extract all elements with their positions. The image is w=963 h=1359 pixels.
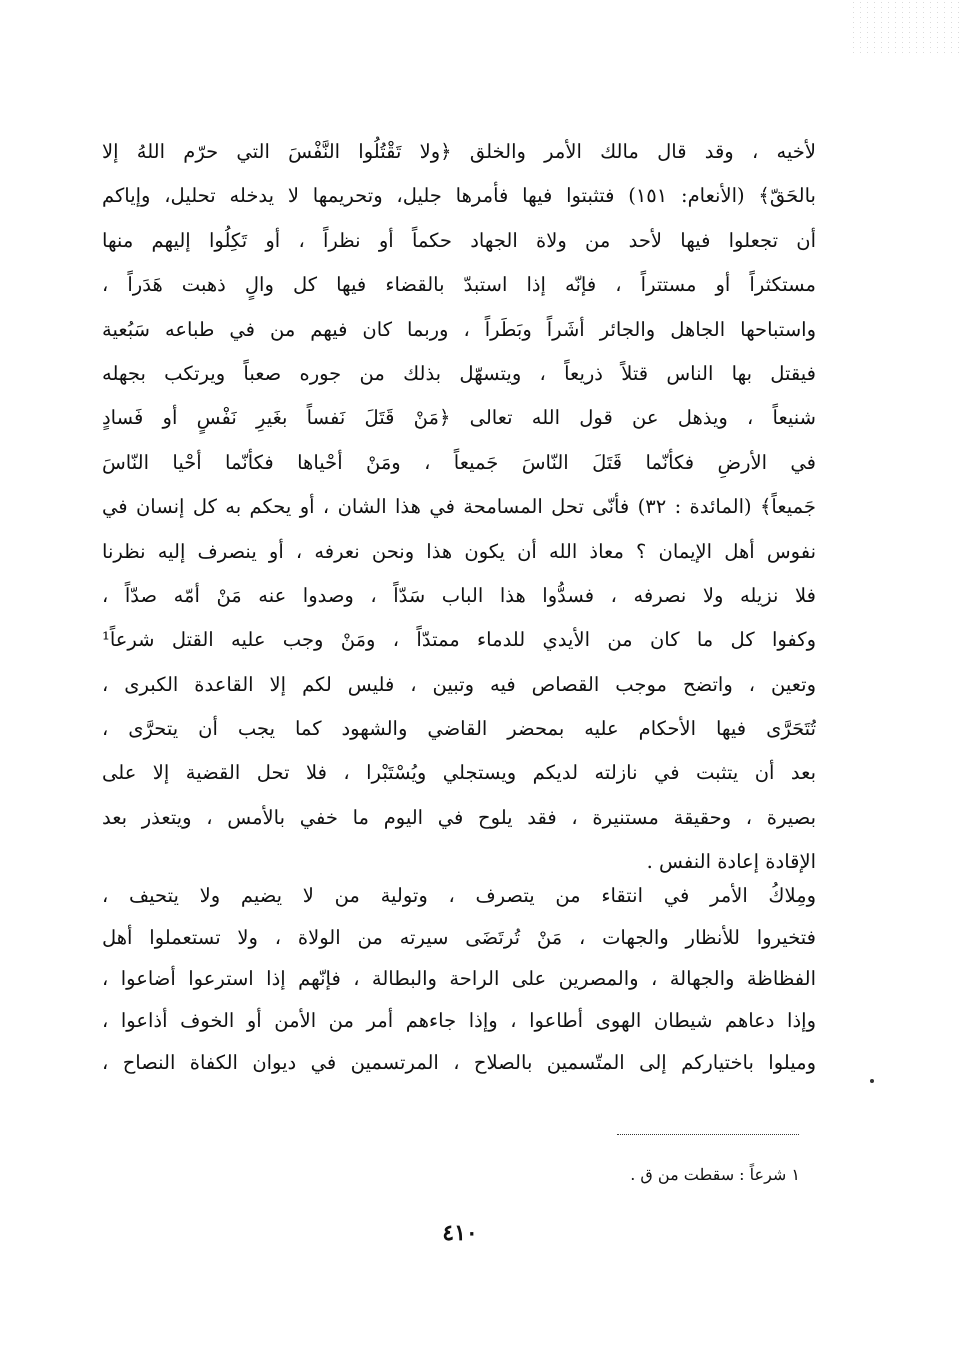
text-line: شنيعاً ، ويذهل عن قول الله تعالى ﴿مَنْ قَتَلَ نَفساً بغَيرِ نَفْسٍ أو فَسادٍ — [102, 406, 816, 430]
text-line: مستكثراً أو مستتراً ، فإنّه إذا استبدّ بالقضاء فيها كل والٍ ذهبت هَدَراً ، — [102, 273, 816, 297]
text-line: ومِلاكُ الأمر في انتقاء من يتصرف ، وتولية من لا يضيم ولا يتحيف ، — [102, 884, 816, 907]
text-line: الفظاظة والجهالة ، والمصرين على الراحة والبطالة ، فإنّهم إذا استرعوا أضاعوا ، — [102, 967, 816, 991]
text-line: نفوس أهل الإيمان ؟ معاذ الله أن يكون هذا ونحن نعرفه ، أو ينصرف إليه نظرنا — [102, 539, 816, 563]
text-line: الإقادة إعادة النفس . — [646, 850, 816, 874]
text-line: لأخيه ، وقد قال مالك الأمر والخلق ﴿ولا تَقْتُلُوا النَّفْسَ التي حرّم اللهُ إلا — [102, 140, 816, 163]
text-line: وكفوا كل ما كان من الأيدي للدماء ممتدّاً ، ومَنْ وجب عليه القتل شرعاً¹ — [102, 628, 816, 652]
scan-noise — [850, 0, 963, 55]
text-line: جَميعاً﴾ (المائدة : ٣٢) فأنّى تحل المسامحة في هذا الشان ، أو يحكم به كل إنسان في — [102, 495, 816, 519]
text-line: فيقتل بها الناس قتلاً ذريعاً ، ويتسهّل بذلك من جوره صعباً ويرتكب بجهله — [102, 361, 816, 385]
text-line: وميلوا باختياركم إلى المتّسمين بالصلاح ، المرتسمين في ديوان الكفاة النصاح ، — [102, 1050, 816, 1074]
text-line: بعد أن يتثبت في نازلته لديكم ويستجلي ويُسْتَبْرا ، فلا تحل القضية إلا على — [102, 761, 816, 785]
text-line: فلا نزيله ولا نصرفه ، فسدُّوا هذا الباب سَدّاً ، وصدوا عنه مَنْ أمّه صدّاً ، — [102, 583, 816, 607]
text-line: أن تجعلوا فيها لأحد من ولاة الجهاد حكماً أو نظراً ، أو تَكِلُوا إليهم منها — [102, 228, 816, 252]
footnote-separator — [617, 1134, 799, 1135]
text-line: وتعين ، واتضح موجب القصاص فيه وتبين ، فليس لكم إلا القاعدة الكبرى ، — [102, 672, 816, 696]
page-number: ٤١٠ — [442, 1220, 478, 1246]
text-line: واستباحها الجاهل والجائر أشَراً وبَطَراً ، وربما كان فيهم من في طباعه سَبُعية — [102, 317, 816, 341]
text-line: بصيرة ، وحقيقة مستنيرة ، فقد يلوح في اليوم ما خفي بالأمس ، ويتعذر بعد — [102, 805, 816, 829]
margin-dot — [870, 1079, 874, 1083]
second-paragraph — [102, 875, 816, 1083]
text-line: بالحَقّ﴾ (الأنعام: ١٥١) فتثبتوا فيها فأمرها جليل، وتحريمها لا يدخله تحليل، وإياكم — [102, 184, 816, 208]
text-line: تُتَحَرَّى فيها الأحكام عليه بمحضر القاضي والشهود كما يجب أن يتحرَّى ، — [102, 717, 816, 741]
main-paragraph — [102, 130, 816, 885]
footnote: ١ شرعاً : سقطت من ق . — [630, 1165, 800, 1184]
text-line: في الأرضِ فكأنّما قَتَلَ النّاسَ جَميعاً ، ومَنْ أحْياها فكأنّما أحْيا النّاسَ — [102, 450, 816, 474]
text-line: وإذا دعاهم شيطان الهوى أطاعوا ، وإذا جاءهم أمر من الأمن أو الخوف أذاعوا ، — [102, 1009, 816, 1033]
text-line: فتخيروا للأنظار والجهات ، مَنْ تُرتَضَى سيرته من الولاة ، ولا تستعملوا أهل — [102, 925, 816, 949]
